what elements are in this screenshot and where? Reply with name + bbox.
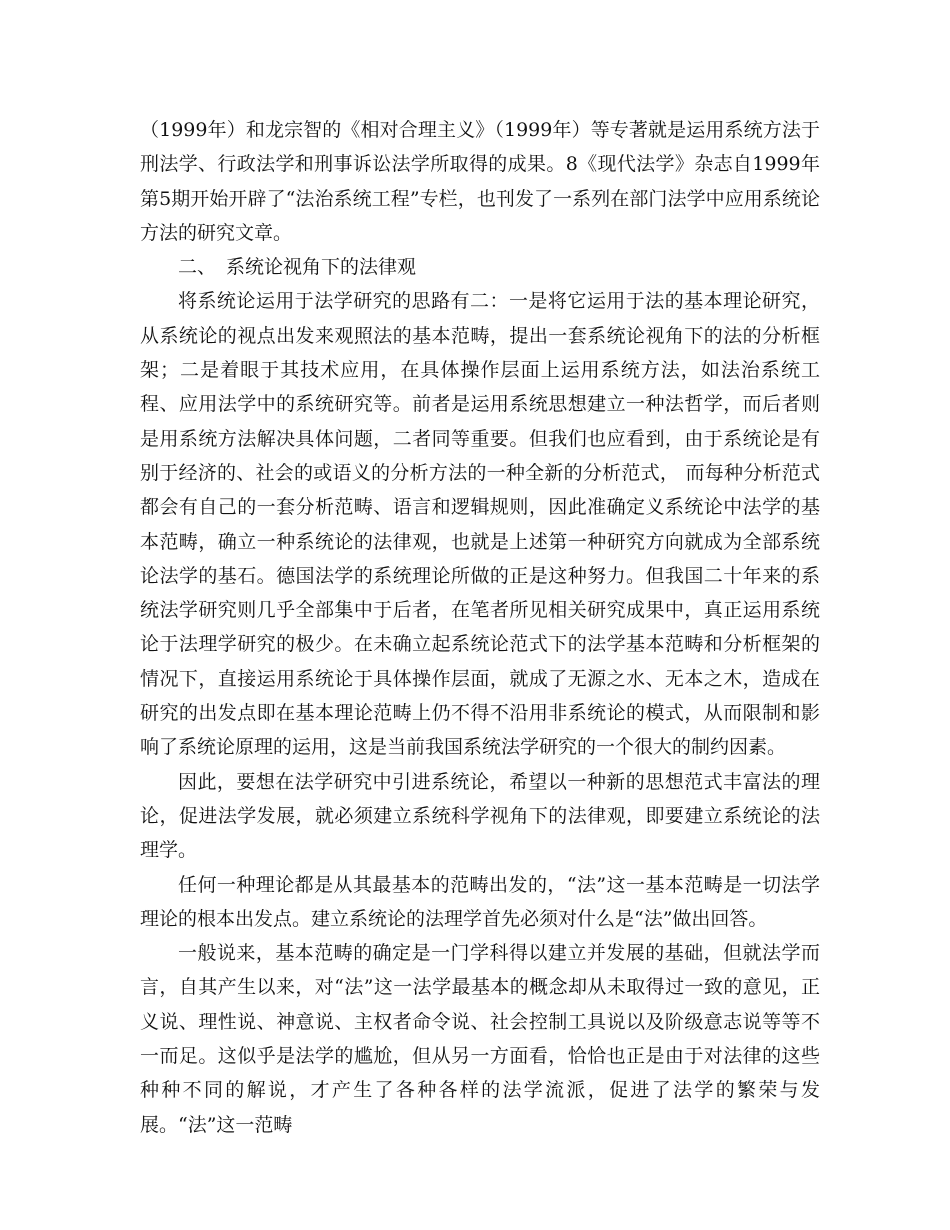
section-heading: [140, 250, 820, 284]
paragraph-body: 一般说来，基本范畴的确定是一门学科得以建立并发展的基础，但就法学而言，自其产生以来，对“法”这一法学最基本的概念却从未取得过一致的意见，正义说、理性说、神意说、主权者命令说、社会控制工具说以及阶级意志说等等不一而足。这似乎是法学的尴尬，但从另一方面看，恰恰也正是由于对法律的这些种种不同的解说，才产生了各种各样的法学流派，促进了法学的繁荣与发展。“法”这一范畴: [140, 942, 820, 1136]
paragraph-continuation: （1999年）和龙宗智的《相对合理主义》（1999年）等专著就是运用系统方法于刑法学、行政法学和刑事诉讼法学所取得的成果。8《现代法学》杂志自1999年第5期开始开辟了“法治系统工程”专栏，也刊发了一系列在部门法学中应用系统论方法的研究文章。: [140, 119, 820, 244]
document-page: [140, 113, 820, 1142]
section-title: 系统论视角下的法律观: [226, 256, 417, 279]
paragraph-body: 任何一种理论都是从其最基本的范畴出发的，“法”这一基本范畴是一切法学理论的根本出发点。建立系统论的法理学首先必须对什么是“法”做出回答。: [140, 873, 820, 930]
paragraph-body: 因此，要想在法学研究中引进系统论，希望以一种新的思想范式丰富法的理论，促进法学发展，就必须建立系统科学视角下的法律观，即要建立系统论的法理学。: [140, 770, 820, 862]
paragraph-body: 将系统论运用于法学研究的思路有二：一是将它运用于法的基本理论研究，从系统论的视点出发来观照法的基本范畴，提出一套系统论视角下的法的分析框架；二是着眼于其技术应用，在具体操作层面上运用系统方法，如法治系统工程、应用法学中的系统研究等。前者是运用系统思想建立一种法哲学，而后者则是用系统方法解决具体问题，二者同等重要。但我们也应看到，由于系统论是有别于经济的、社会的或语义的分析方法的一种全新的分析范式， 而每种分析范式都会有自己的一套分析范畴、语言和逻辑规则，因此准确定义系统论中法学的基本范畴，确立一种系统论的法律观，也就是上述第一种研究方向就成为全部系统论法学的基石。德国法学的系统理论所做的正是这种努力。但我国二十年来的系统法学研究则几乎全部集中于后者，在笔者所见相关研究成果中，真正运用系统论于法理学研究的极少。在未确立起系统论范式下的法学基本范畴和分析框架的情况下，直接运用系统论于具体操作层面，就成了无源之水、无本之木，造成在研究的出发点即在基本理论范畴上仍不得不沿用非系统论的模式，从而限制和影响了系统论原理的运用，这是当前我国系统法学研究的一个很大的制约因素。: [140, 290, 820, 759]
section-number: 二、: [178, 256, 217, 279]
